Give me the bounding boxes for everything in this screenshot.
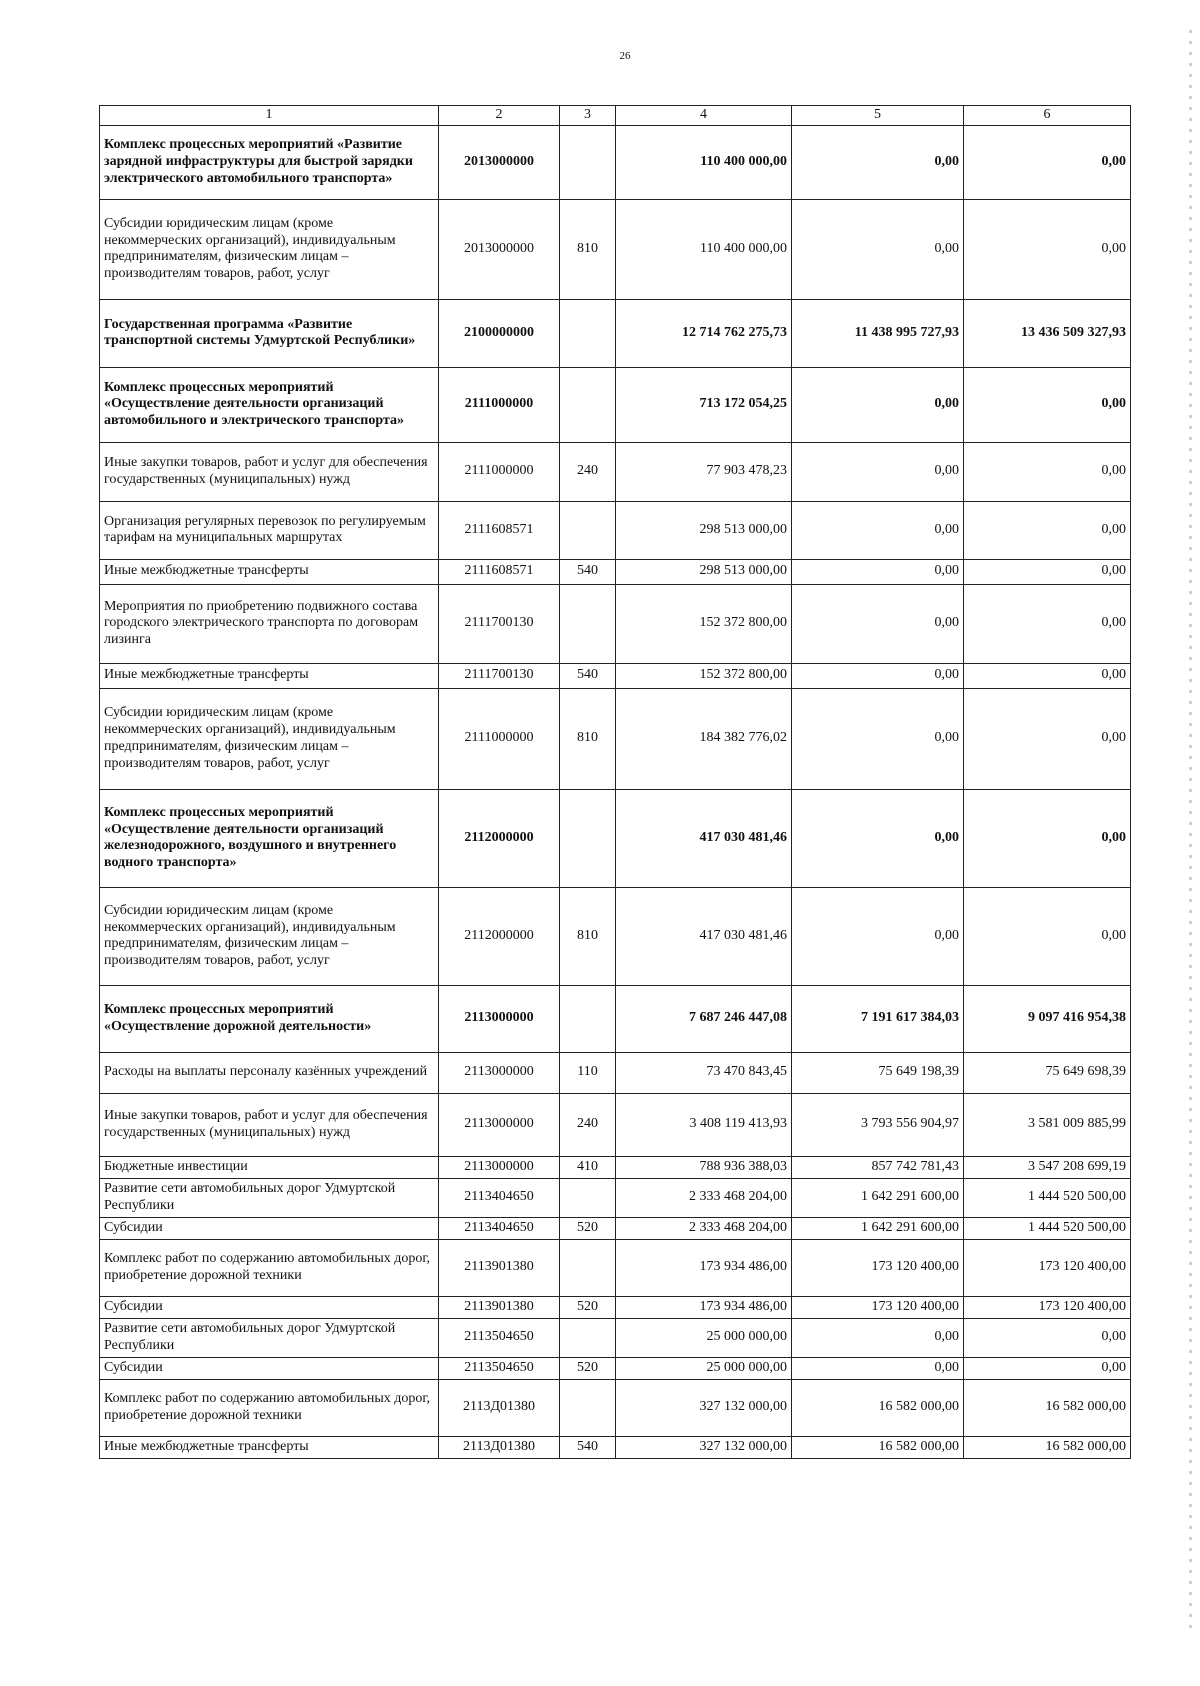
row-value-col4: 417 030 481,46 (616, 887, 792, 985)
scan-edge-marks (1189, 30, 1192, 1630)
row-value-col6: 9 097 416 954,38 (964, 985, 1131, 1052)
row-name: Иные межбюджетные трансферты (100, 1436, 439, 1458)
table-row (100, 1239, 1131, 1296)
row-value-col4: 110 400 000,00 (616, 125, 792, 199)
row-name: Иные межбюджетные трансферты (100, 559, 439, 584)
row-value-col4: 77 903 478,23 (616, 442, 792, 501)
row-value-col4: 184 382 776,02 (616, 688, 792, 789)
row-code: 2111000000 (439, 442, 560, 501)
row-name: Организация регулярных перевозок по регулируемым тарифам на муниципальных маршрутах (100, 501, 439, 559)
row-expense-type (560, 1379, 616, 1436)
row-value-col6: 0,00 (964, 559, 1131, 584)
row-expense-type (560, 1178, 616, 1217)
row-value-col5: 0,00 (792, 501, 964, 559)
row-value-col5: 0,00 (792, 125, 964, 199)
row-expense-type (560, 789, 616, 887)
row-value-col4: 327 132 000,00 (616, 1379, 792, 1436)
row-value-col5: 173 120 400,00 (792, 1239, 964, 1296)
row-name: Субсидии (100, 1217, 439, 1239)
row-name: Расходы на выплаты персоналу казённых учреждений (100, 1052, 439, 1093)
table-row (100, 1296, 1131, 1318)
row-name: Комплекс работ по содержанию автомобильных дорог, приобретение дорожной техники (100, 1379, 439, 1436)
row-value-col5: 1 642 291 600,00 (792, 1217, 964, 1239)
table-row (100, 584, 1131, 663)
row-value-col5: 7 191 617 384,03 (792, 985, 964, 1052)
row-code: 2113901380 (439, 1239, 560, 1296)
row-value-col6: 173 120 400,00 (964, 1296, 1131, 1318)
row-expense-type: 110 (560, 1052, 616, 1093)
row-code: 2113Д01380 (439, 1436, 560, 1458)
row-value-col5: 75 649 198,39 (792, 1052, 964, 1093)
row-value-col5: 0,00 (792, 367, 964, 442)
row-name: Комплекс процессных мероприятий «Осуществление дорожной деятельности» (100, 985, 439, 1052)
row-value-col5: 0,00 (792, 1357, 964, 1379)
row-code: 2013000000 (439, 125, 560, 199)
row-value-col5: 857 742 781,43 (792, 1156, 964, 1178)
row-value-col5: 0,00 (792, 199, 964, 299)
row-name: Мероприятия по приобретению подвижного состава городского электрического транспорта по договорам лизинга (100, 584, 439, 663)
row-expense-type: 240 (560, 1093, 616, 1156)
table-row (100, 985, 1131, 1052)
row-value-col6: 3 547 208 699,19 (964, 1156, 1131, 1178)
table-row (100, 1318, 1131, 1357)
row-value-col5: 1 642 291 600,00 (792, 1178, 964, 1217)
row-value-col4: 2 333 468 204,00 (616, 1217, 792, 1239)
row-value-col5: 173 120 400,00 (792, 1296, 964, 1318)
budget-table (99, 105, 1131, 1459)
page-number: 26 (619, 50, 631, 62)
table-row (100, 789, 1131, 887)
row-expense-type (560, 985, 616, 1052)
row-value-col6: 0,00 (964, 1357, 1131, 1379)
row-code: 2113Д01380 (439, 1379, 560, 1436)
row-name: Иные межбюджетные трансферты (100, 663, 439, 688)
row-expense-type: 410 (560, 1156, 616, 1178)
row-value-col4: 12 714 762 275,73 (616, 299, 792, 367)
row-value-col6: 0,00 (964, 688, 1131, 789)
row-code: 2111608571 (439, 501, 560, 559)
row-value-col6: 0,00 (964, 789, 1131, 887)
row-expense-type: 540 (560, 663, 616, 688)
row-expense-type (560, 1318, 616, 1357)
row-value-col4: 25 000 000,00 (616, 1357, 792, 1379)
row-value-col4: 73 470 843,45 (616, 1052, 792, 1093)
table-row (100, 199, 1131, 299)
row-value-col6: 0,00 (964, 501, 1131, 559)
row-value-col4: 298 513 000,00 (616, 501, 792, 559)
row-value-col6: 13 436 509 327,93 (964, 299, 1131, 367)
row-code: 2111700130 (439, 663, 560, 688)
table-row (100, 367, 1131, 442)
row-name: Субсидии юридическим лицам (кроме некоммерческих организаций), индивидуальным предпринимателям, физическим лицам – производителям товаров, работ, услуг (100, 688, 439, 789)
table-row (100, 125, 1131, 199)
row-value-col6: 16 582 000,00 (964, 1379, 1131, 1436)
row-value-col5: 0,00 (792, 442, 964, 501)
table-row (100, 299, 1131, 367)
row-value-col6: 0,00 (964, 887, 1131, 985)
row-value-col4: 3 408 119 413,93 (616, 1093, 792, 1156)
row-value-col5: 16 582 000,00 (792, 1379, 964, 1436)
row-value-col5: 16 582 000,00 (792, 1436, 964, 1458)
row-value-col6: 0,00 (964, 1318, 1131, 1357)
table-row (100, 688, 1131, 789)
row-expense-type: 240 (560, 442, 616, 501)
row-value-col6: 1 444 520 500,00 (964, 1217, 1131, 1239)
row-code: 2113404650 (439, 1217, 560, 1239)
row-expense-type: 520 (560, 1357, 616, 1379)
row-value-col6: 16 582 000,00 (964, 1436, 1131, 1458)
row-code: 2113000000 (439, 1093, 560, 1156)
row-value-col5: 0,00 (792, 584, 964, 663)
row-code: 2013000000 (439, 199, 560, 299)
row-code: 2111700130 (439, 584, 560, 663)
row-value-col4: 713 172 054,25 (616, 367, 792, 442)
row-value-col5: 0,00 (792, 887, 964, 985)
row-code: 2113000000 (439, 1052, 560, 1093)
row-value-col4: 7 687 246 447,08 (616, 985, 792, 1052)
row-name: Государственная программа «Развитие транспортной системы Удмуртской Республики» (100, 299, 439, 367)
row-value-col4: 173 934 486,00 (616, 1296, 792, 1318)
row-value-col6: 0,00 (964, 125, 1131, 199)
row-value-col4: 25 000 000,00 (616, 1318, 792, 1357)
row-value-col6: 173 120 400,00 (964, 1239, 1131, 1296)
row-name: Иные закупки товаров, работ и услуг для обеспечения государственных (муниципальных) нужд (100, 442, 439, 501)
row-code: 2113000000 (439, 985, 560, 1052)
row-value-col4: 152 372 800,00 (616, 584, 792, 663)
row-value-col5: 0,00 (792, 663, 964, 688)
row-code: 2113901380 (439, 1296, 560, 1318)
row-value-col6: 75 649 698,39 (964, 1052, 1131, 1093)
row-name: Субсидии (100, 1357, 439, 1379)
row-value-col4: 173 934 486,00 (616, 1239, 792, 1296)
row-value-col4: 2 333 468 204,00 (616, 1178, 792, 1217)
row-name: Иные закупки товаров, работ и услуг для обеспечения государственных (муниципальных) нужд (100, 1093, 439, 1156)
row-value-col4: 298 513 000,00 (616, 559, 792, 584)
row-value-col6: 0,00 (964, 442, 1131, 501)
row-name: Развитие сети автомобильных дорог Удмуртской Республики (100, 1178, 439, 1217)
row-value-col6: 0,00 (964, 663, 1131, 688)
header-col-3: 3 (560, 106, 616, 126)
row-code: 2113504650 (439, 1357, 560, 1379)
row-name: Развитие сети автомобильных дорог Удмуртской Республики (100, 1318, 439, 1357)
row-value-col5: 0,00 (792, 688, 964, 789)
table-row (100, 1379, 1131, 1436)
table-row (100, 1436, 1131, 1458)
header-col-5: 5 (792, 106, 964, 126)
table-row (100, 442, 1131, 501)
table-row (100, 501, 1131, 559)
row-value-col5: 0,00 (792, 789, 964, 887)
row-value-col4: 110 400 000,00 (616, 199, 792, 299)
row-expense-type: 540 (560, 1436, 616, 1458)
row-value-col4: 788 936 388,03 (616, 1156, 792, 1178)
row-code: 2112000000 (439, 789, 560, 887)
table-row (100, 1156, 1131, 1178)
row-expense-type (560, 125, 616, 199)
row-name: Субсидии (100, 1296, 439, 1318)
row-value-col6: 1 444 520 500,00 (964, 1178, 1131, 1217)
row-expense-type: 520 (560, 1217, 616, 1239)
row-value-col6: 3 581 009 885,99 (964, 1093, 1131, 1156)
row-value-col6: 0,00 (964, 367, 1131, 442)
table-row (100, 663, 1131, 688)
table-row (100, 1357, 1131, 1379)
row-value-col6: 0,00 (964, 584, 1131, 663)
row-code: 2113000000 (439, 1156, 560, 1178)
row-expense-type (560, 299, 616, 367)
table-row (100, 559, 1131, 584)
row-expense-type: 810 (560, 199, 616, 299)
row-value-col5: 0,00 (792, 1318, 964, 1357)
row-expense-type: 810 (560, 887, 616, 985)
row-name: Комплекс процессных мероприятий «Развитие зарядной инфраструктуры для быстрой зарядки электрического автомобильного транспорта» (100, 125, 439, 199)
row-code: 2113404650 (439, 1178, 560, 1217)
table-row (100, 1052, 1131, 1093)
header-col-1: 1 (100, 106, 439, 126)
row-name: Комплекс процессных мероприятий «Осуществление деятельности организаций железнодорожного, воздушного и внутреннего водного транспорта» (100, 789, 439, 887)
row-expense-type: 520 (560, 1296, 616, 1318)
row-value-col6: 0,00 (964, 199, 1131, 299)
row-expense-type: 540 (560, 559, 616, 584)
row-code: 2111000000 (439, 367, 560, 442)
row-expense-type (560, 501, 616, 559)
row-value-col5: 3 793 556 904,97 (792, 1093, 964, 1156)
header-col-6: 6 (964, 106, 1131, 126)
header-col-4: 4 (616, 106, 792, 126)
row-value-col4: 327 132 000,00 (616, 1436, 792, 1458)
row-value-col4: 152 372 800,00 (616, 663, 792, 688)
row-value-col4: 417 030 481,46 (616, 789, 792, 887)
row-expense-type (560, 584, 616, 663)
table-row (100, 887, 1131, 985)
row-code: 2111608571 (439, 559, 560, 584)
row-name: Комплекс работ по содержанию автомобильных дорог, приобретение дорожной техники (100, 1239, 439, 1296)
row-name: Субсидии юридическим лицам (кроме некоммерческих организаций), индивидуальным предпринимателям, физическим лицам – производителям товаров, работ, услуг (100, 199, 439, 299)
row-code: 2113504650 (439, 1318, 560, 1357)
row-expense-type (560, 367, 616, 442)
row-code: 2100000000 (439, 299, 560, 367)
table-row (100, 1093, 1131, 1156)
table-row (100, 1217, 1131, 1239)
row-expense-type: 810 (560, 688, 616, 789)
row-value-col5: 11 438 995 727,93 (792, 299, 964, 367)
row-name: Комплекс процессных мероприятий «Осуществление деятельности организаций автомобильного и электрического транспорта» (100, 367, 439, 442)
row-expense-type (560, 1239, 616, 1296)
table-header-row (100, 106, 1131, 126)
header-col-2: 2 (439, 106, 560, 126)
row-name: Бюджетные инвестиции (100, 1156, 439, 1178)
row-value-col5: 0,00 (792, 559, 964, 584)
row-code: 2111000000 (439, 688, 560, 789)
row-name: Субсидии юридическим лицам (кроме некоммерческих организаций), индивидуальным предпринимателям, физическим лицам – производителям товаров, работ, услуг (100, 887, 439, 985)
table-row (100, 1178, 1131, 1217)
row-code: 2112000000 (439, 887, 560, 985)
